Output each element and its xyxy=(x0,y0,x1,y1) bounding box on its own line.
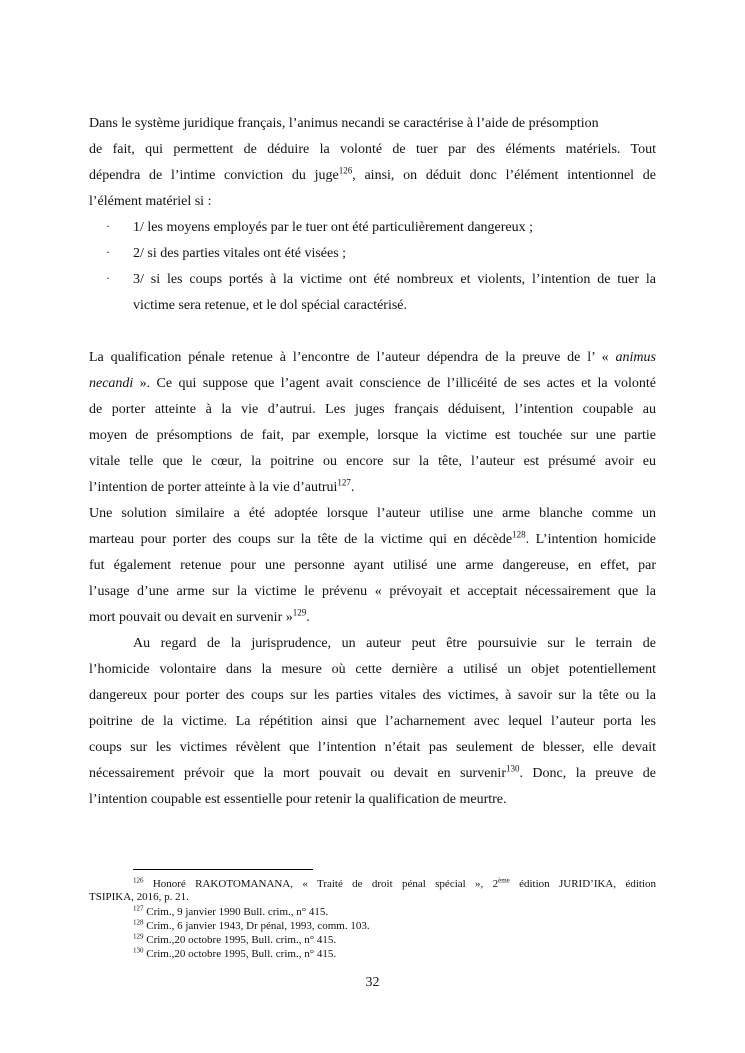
bullet-icon: · xyxy=(106,245,110,259)
paragraph-3-line-4: l’usage d’une arme sur la victime le prévenu « prévoyait et acceptait nécessairement que la xyxy=(89,584,656,599)
paragraph-2-line-6: l’intention de porter atteinte à la vie d’autrui$^{127}$. xyxy=(89,477,355,495)
paragraph-2-line-4: moyen de présomptions de fait, par exemple, lorsque la victime est touchée sur une partie xyxy=(89,428,656,443)
paragraph-1-line-1: Dans le système juridique français, l’animus necandi se caractérise à l’aide de présomption xyxy=(89,116,599,131)
paragraph-2-line-1: La qualification pénale retenue à l’encontre de l’auteur dépendra de la preuve de l’ « animus xyxy=(89,350,656,365)
paragraph-3-line-1: Une solution similaire a été adoptée lorsque l’auteur utilise une arme blanche comme un xyxy=(89,506,656,521)
list-item-2: 2/ si des parties vitales ont été visées ; xyxy=(133,246,347,261)
bullet-icon: · xyxy=(106,271,110,285)
paragraph-4-line-3: dangereux pour porter des coups sur les parties vitales des victimes, à savoir sur la tête ou la xyxy=(89,688,656,703)
paragraph-2-line-3: de porter atteinte à la vie d’autrui. Les juges français déduisent, l’intention coupable au xyxy=(89,402,656,417)
paragraph-1-line-4: l’élément matériel si : xyxy=(89,194,212,209)
footnote-ref-129[interactable]: 129 xyxy=(292,607,307,618)
paragraph-3-line-3: fut également retenue pour une personne ayant utilisé une arme dangereuse, en effet, par xyxy=(89,558,656,573)
footnote-126: $^{126}$ Honoré RAKOTOMANANA, « Traité de droit pénal spécial », 2ème édition JURID’IKA, édition TSIPIKA, 2016, p. 21. xyxy=(89,876,656,903)
footnote-127: $^{127}$ Crim., 9 janvier 1990 Bull. crim., n° 415. xyxy=(133,904,329,918)
paragraph-3 xyxy=(89,501,656,631)
paragraph-4-line-2: l’homicide volontaire dans la mesure où cette dernière a utilisé un objet potentiellement xyxy=(89,662,656,677)
paragraph-1-line-3: dépendra de l’intime conviction du juge$^{126}$, ainsi, on déduit donc l’élément intentionnel de xyxy=(89,165,656,183)
footnote-separator xyxy=(133,869,313,870)
paragraph-1 xyxy=(89,111,656,215)
paragraph-4-line-4: poitrine de la victime. La répétition ainsi que l’acharnement avec lequel l’auteur porta les xyxy=(89,714,656,729)
paragraph-4-line-7: l’intention coupable est essentielle pour retenir la qualification de meurtre. xyxy=(89,792,507,807)
footnote-ref-128[interactable]: 128 xyxy=(512,529,526,540)
list-item-3: 3/ si les coups portés à la victime ont été nombreux et violents, l’intention de tuer la victime sera retenue, et le dol spécial caractérisé. xyxy=(133,272,656,313)
paragraph-2-line-2: necandi ». Ce qui suppose que l’agent avait conscience de l’illicéité de ses actes et la volonté xyxy=(89,376,656,391)
paragraph-3-line-2: marteau pour porter des coups sur la tête de la victime qui en décède$^{128}$. L’intention homicide xyxy=(89,529,656,547)
paragraph-4-line-5: coups sur les victimes révèlent que l’intention n’était pas seulement de blesser, elle devait xyxy=(89,740,656,755)
footnote-130: $^{130}$ Crim.,20 octobre 1995, Bull. crim., n° 415. xyxy=(133,946,337,960)
footnote-129: $^{129}$ Crim.,20 octobre 1995, Bull. crim., n° 415. xyxy=(133,932,337,946)
paragraph-4 xyxy=(89,631,656,813)
footnote-128: $^{128}$ Crim., 6 janvier 1943, Dr pénal, 1993, comm. 103. xyxy=(133,918,370,932)
bullet-icon: · xyxy=(106,219,110,233)
footnote-ref-127[interactable]: 127 xyxy=(337,477,351,488)
page-number: 32 xyxy=(365,975,380,990)
footnote-ref-130[interactable]: 130 xyxy=(505,763,520,774)
list-item-1: 1/ les moyens employés par le tuer ont été particulièrement dangereux ; xyxy=(133,220,534,235)
paragraph-2-line-5: vitale telle que le cœur, la poitrine ou encore sur la tête, l’auteur est présumé avoir eu xyxy=(89,454,656,469)
paragraph-4-line-1: Au regard de la jurisprudence, un auteur peut être poursuivie sur le terrain de xyxy=(133,636,656,651)
paragraph-4-line-6: nécessairement prévoir que la mort pouvait ou devait en survenir$^{130}$. Donc, la preuve de xyxy=(89,763,656,781)
paragraph-3-line-5: mort pouvait ou devait en survenir »$^{129}$. xyxy=(89,607,310,625)
footnote-ref-126[interactable]: 126 xyxy=(338,165,353,176)
paragraph-2 xyxy=(89,345,656,501)
paragraph-1-line-2: de fait, qui permettent de déduire la volonté de tuer par des éléments matériels. Tout xyxy=(89,142,656,157)
